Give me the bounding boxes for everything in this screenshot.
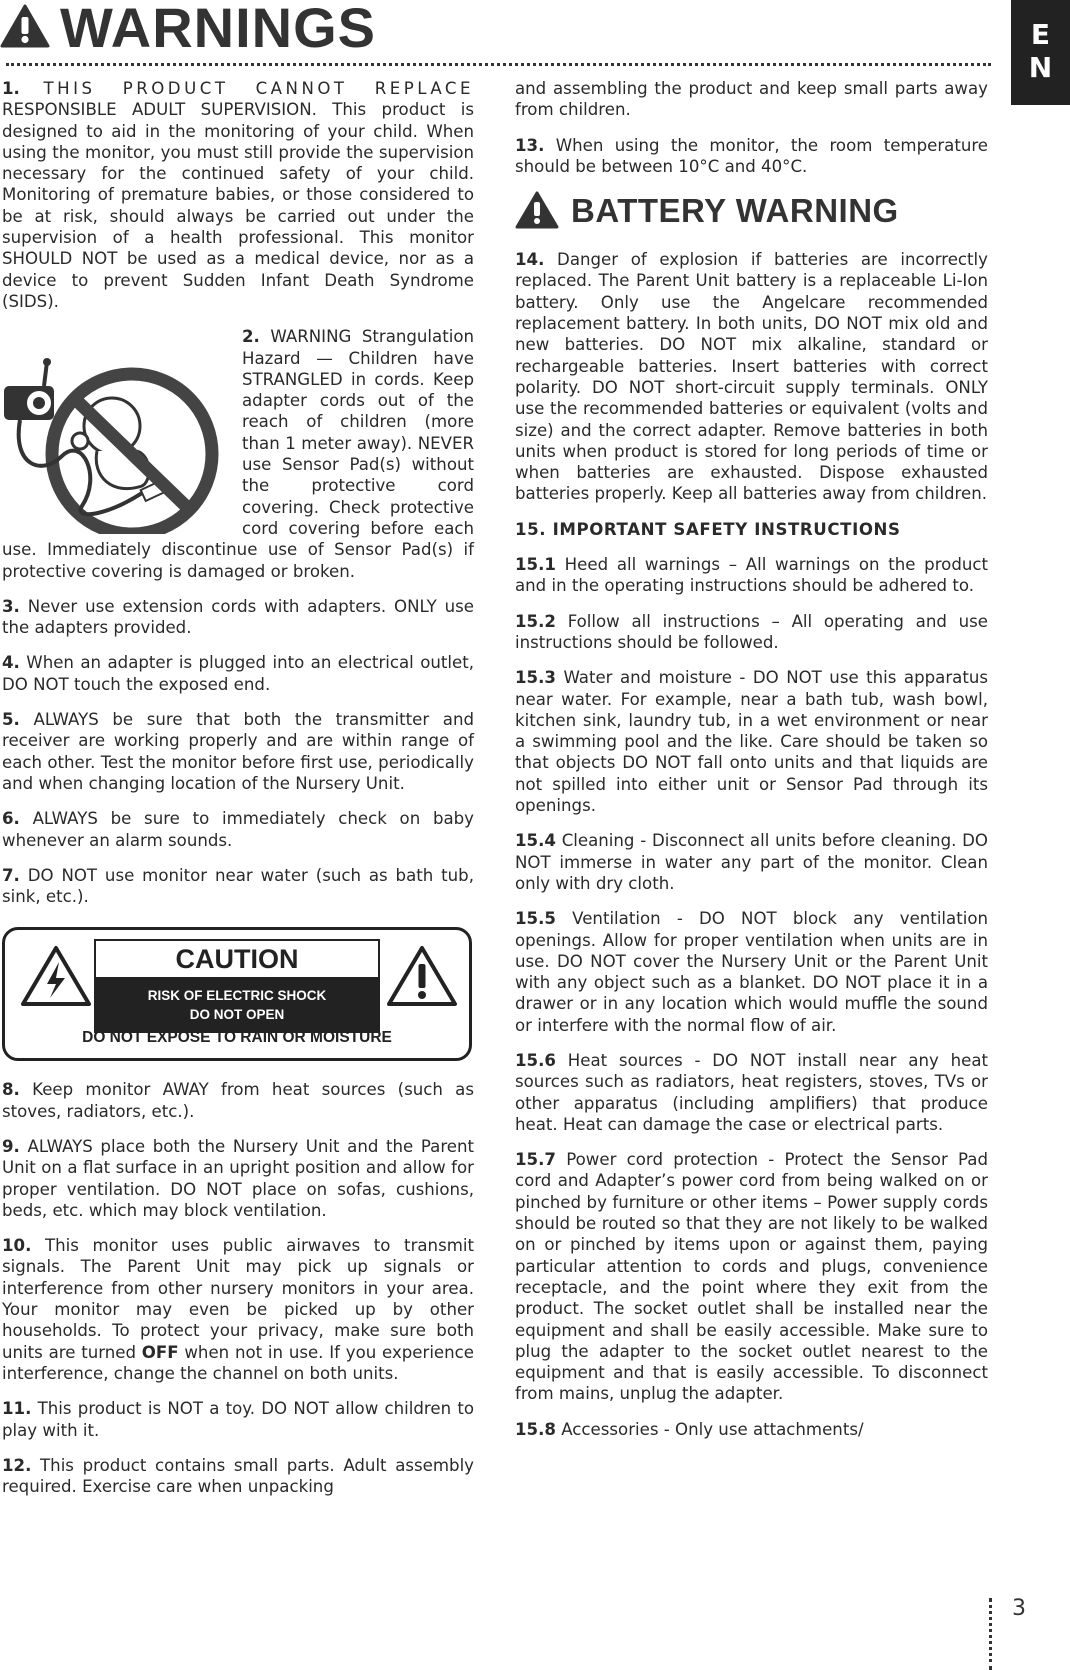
warning-item-13: 13. When using the monitor, the room temperature should be between 10°C and 40°C. [515,135,989,176]
caution-label [2,927,472,1061]
warning-item-14: 14. Danger of explosion if batteries are incorrectly replaced. The Parent Unit battery is a replaceable Li-Ion battery. Only use the Angelcare recommended replacement battery. In both units, DO NOT mix old and new batteries. DO NOT mix alkaline, standard or rechargeable batteries. Insert batteries with correct polarity. DO NOT short-circuit supply terminals. ONLY use the recommended batteries or equivalent (volts and size) and the correct adapter. Remove batteries in both units when product is stored for long periods of time or when batteries are exhausted. Dispose exhausted batteries properly. Keep all batteries away from children. [515,250,988,504]
caution-footer: DO NOT EXPOSE TO RAIN OR MOISTURE [82,1029,392,1047]
language-tab-letter-e: E [1030,18,1051,51]
warning-item-1: 1. THIS PRODUCT CANNOT REPLACE RESPONSIBLE ADULT SUPERVISION. This product is designed to aid in the monitoring of your child. When using the monitor, you must still provide the supervision necessary for the continued safety of your child. Monitoring of premature babies, or those considered to be at risk, should always be carried out under the supervision of a health professional. This monitor SHOULD NOT be used as a medical device, nor as a device to prevent Sudden Infant Death Syndrome (SIDS). [2,79,474,311]
battery-warning-icon [515,191,559,229]
warning-triangle-icon [0,4,50,52]
dotted-divider [6,63,991,66]
warning-item-8: 8. Keep monitor AWAY from heat sources (such as stoves, radiators, etc.). [2,1080,474,1121]
warning-item-10: 10. This monitor uses public airwaves to transmit signals. The Parent Unit may pick up signals or interference from other nursery monitors in your area. Your monitor may even be picked up by other households. To protect your privacy, make sure both units are turned OFF when not in use. If you experience interference, change the channel on both units. [2,1236,474,1383]
safety-item-15-1: 15.1 Heed all warnings – All warnings on the product and in the operating instructions should be adhered to. [515,555,988,596]
safety-item-15-3: 15.3 Water and moisture - DO NOT use this apparatus near water. For example, near a bath tub, wash bowl, kitchen sink, laundry tub, in a wet environment or near a swimming pool and the like. Care should be taken so that objects DO NOT fall onto units and that liquids are not spilled into either unit or Sensor Pad through its openings. [515,668,988,816]
warning-item-7: 7. DO NOT use monitor near water (such as bath tub, sink, etc.). [2,865,474,907]
right-column [515,78,988,1454]
page-header [0,0,376,59]
caution-black-box [96,977,378,1033]
warning-item-3: 3. Never use extension cords with adapters. ONLY use the adapters provided. [2,596,474,638]
warning-item-9: 9. ALWAYS place both the Nursery Unit and the Parent Unit on a flat surface in an upright position and allow for proper ventilation. DO NOT place on sofas, cushions, beds, etc. which may block ventilation. [2,1136,475,1220]
caution-title: CAUTION [175,944,299,975]
footer-dotted-divider [989,1598,992,1670]
battery-warning-title: BATTERY WARNING [571,191,899,229]
page-number: 3 [1012,1596,1026,1621]
warning-item-12: 12. This product contains small parts. Adult assembly required. Exercise care when unpacking [2,1455,474,1497]
page-title: WARNINGS [60,0,376,59]
language-tab [1011,0,1070,105]
battery-warning-heading [515,191,988,229]
safety-item-15-4: 15.4 Cleaning - Disconnect all units before cleaning. DO NOT immerse in water any part of the monitor. Clean only with dry cloth. [515,831,988,893]
warning-item-5: 5. ALWAYS be sure that both the transmitter and receiver are working properly and are within range of each other. Test the monitor before first use, periodically and when changing location of the Nursery Unit. [2,710,474,793]
warning-item-12-continued: and assembling the product and keep small parts away from children. [515,79,988,120]
exclamation-warning-icon [385,944,459,1008]
language-tab-letter-n: N [1028,51,1053,84]
strangulation-hazard-illustration [2,356,236,534]
caution-line-2: DO NOT OPEN [189,1007,285,1023]
caution-line-1: RISK OF ELECTRIC SHOCK [147,988,327,1004]
safety-item-15-5: 15.5 Ventilation - DO NOT block any ventilation openings. Allow for proper ventilation when units are in use. DO NOT cover the Nursery Unit or the Parent Unit with any object such as a blanket. DO NOT place it in a drawer or in any location which would muffle the sound or interfere with the normal flow of air. [515,909,988,1035]
warning-item-6: 6. ALWAYS be sure to immediately check on baby whenever an alarm sounds. [2,809,474,850]
safety-item-15-8: 15.8 Accessories - Only use attachments/ [515,1419,864,1439]
safety-instructions-heading: 15. IMPORTANT SAFETY INSTRUCTIONS [515,519,901,539]
safety-item-15-2: 15.2 Follow all instructions – All operating and use instructions should be followed. [515,611,989,652]
safety-item-15-6: 15.6 Heat sources - DO NOT install near any heat sources such as radiators, heat registers, stoves, TVs or other apparatus (including amplifiers) that produce heat. Heat can damage the case or electrical parts. [515,1050,988,1134]
warning-item-11: 11. This product is NOT a toy. DO NOT allow children to play with it. [2,1399,474,1440]
warning-item-2: 2. WARNING Strangulation Hazard — Children have STRANGLED in cords. Keep adapter cords out of the reach of children (more than 1 meter away). NEVER use Sensor Pad(s) without the protective cord covering. Check protective cord covering before each use. Immediately discontinue use of Sensor Pad(s) if protective covering is damaged or broken. [2,327,474,581]
electric-shock-icon [19,944,93,1008]
safety-item-15-7: 15.7 Power cord protection - Protect the Sensor Pad cord and Adapter’s power cord from being walked on or pinched by furniture or other items – Power supply cords should be routed so that they are not likely to be walked on or pinched by items upon or against them, paying particular attention to cords and plugs, convenience receptacle, and the point where they exit from the product. The socket outlet shall be installed near the equipment and shall be easily accessible. Make sure to plug the adapter to the socket outlet nearest to the equipment and that is easily accessible. To disconnect from mains, unplug the adapter. [515,1150,988,1404]
warning-item-4: 4. When an adapter is plugged into an electrical outlet, DO NOT touch the exposed end. [2,653,474,694]
left-column [2,78,474,1511]
caution-center-box [94,939,380,1033]
